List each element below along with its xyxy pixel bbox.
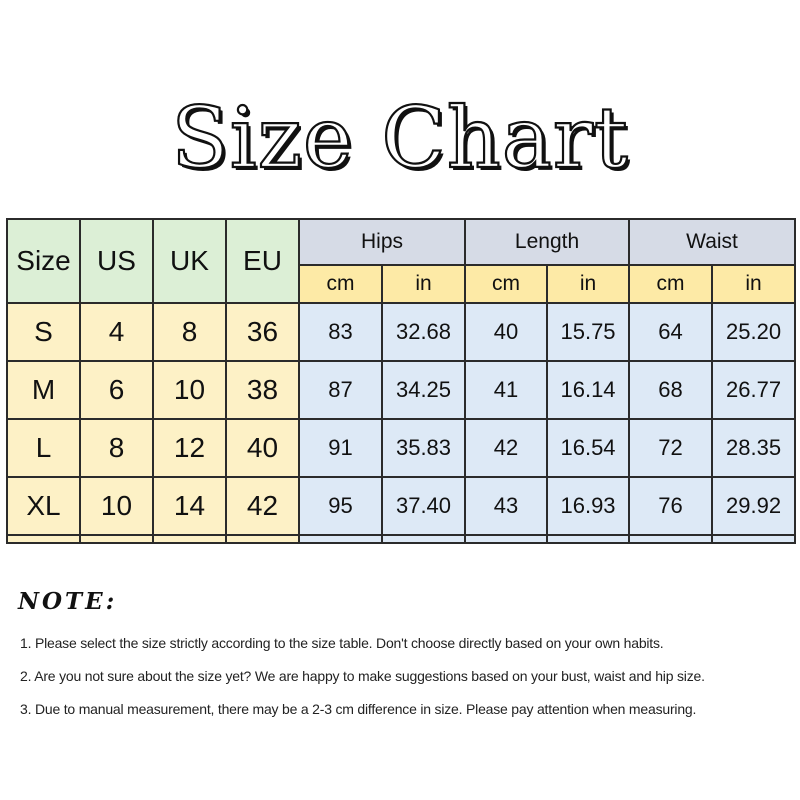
cell-eu: 38	[226, 361, 299, 419]
cell-length-cm: 40	[465, 303, 547, 361]
table-row-s	[7, 303, 795, 361]
unit-length-in: in	[547, 265, 629, 303]
cell-hips-cm: 95	[299, 477, 382, 535]
cell-waist-cm: 72	[629, 419, 712, 477]
cell-waist-in: 25.20	[712, 303, 795, 361]
cell-empty	[629, 535, 712, 543]
cell-length-cm: 42	[465, 419, 547, 477]
cell-size: L	[7, 419, 80, 477]
cell-length-cm: 41	[465, 361, 547, 419]
table-row-xl	[7, 477, 795, 535]
cell-hips-in: 32.68	[382, 303, 465, 361]
cell-empty	[80, 535, 153, 543]
cell-empty	[153, 535, 226, 543]
note-item-2: 2. Are you not sure about the size yet? We are happy to make suggestions based on your bust, waist and hip size.	[20, 668, 705, 684]
cell-empty	[712, 535, 795, 543]
header-hips: Hips	[299, 219, 465, 265]
unit-hips-in: in	[382, 265, 465, 303]
table-row-m	[7, 361, 795, 419]
cell-empty	[382, 535, 465, 543]
cell-us: 6	[80, 361, 153, 419]
unit-length-cm: cm	[465, 265, 547, 303]
unit-waist-in: in	[712, 265, 795, 303]
note-item-1: 1. Please select the size strictly according to the size table. Don't choose directly based on your own habits.	[20, 635, 664, 651]
unit-waist-cm: cm	[629, 265, 712, 303]
cell-hips-cm: 91	[299, 419, 382, 477]
cell-us: 10	[80, 477, 153, 535]
cell-length-in: 15.75	[547, 303, 629, 361]
page-title: Size Chart	[171, 89, 629, 187]
cell-waist-in: 26.77	[712, 361, 795, 419]
cell-size: S	[7, 303, 80, 361]
cell-us: 8	[80, 419, 153, 477]
cell-hips-in: 35.83	[382, 419, 465, 477]
cell-empty	[547, 535, 629, 543]
note-item-3: 3. Due to manual measurement, there may be a 2-3 cm difference in size. Please pay attention when measuring.	[20, 701, 697, 717]
cell-size: XL	[7, 477, 80, 535]
unit-hips-cm: cm	[299, 265, 382, 303]
cell-uk: 12	[153, 419, 226, 477]
table-row-cut-off	[7, 535, 795, 543]
cell-waist-in: 28.35	[712, 419, 795, 477]
header-eu: EU	[226, 219, 299, 303]
cell-hips-in: 34.25	[382, 361, 465, 419]
table-row-l	[7, 419, 795, 477]
cell-waist-cm: 64	[629, 303, 712, 361]
header-uk: UK	[153, 219, 226, 303]
cell-hips-cm: 83	[299, 303, 382, 361]
header-us: US	[80, 219, 153, 303]
cell-empty	[299, 535, 382, 543]
cell-empty	[7, 535, 80, 543]
cell-us: 4	[80, 303, 153, 361]
cell-waist-cm: 76	[629, 477, 712, 535]
cell-empty	[226, 535, 299, 543]
cell-empty	[465, 535, 547, 543]
cell-waist-in: 29.92	[712, 477, 795, 535]
cell-eu: 42	[226, 477, 299, 535]
header-length: Length	[465, 219, 629, 265]
size-table	[6, 218, 796, 544]
header-waist: Waist	[629, 219, 795, 265]
cell-length-in: 16.14	[547, 361, 629, 419]
note-heading: NOTE:	[18, 588, 118, 615]
cell-hips-in: 37.40	[382, 477, 465, 535]
cell-uk: 8	[153, 303, 226, 361]
cell-length-in: 16.54	[547, 419, 629, 477]
cell-eu: 40	[226, 419, 299, 477]
cell-uk: 14	[153, 477, 226, 535]
header-size: Size	[7, 219, 80, 303]
cell-uk: 10	[153, 361, 226, 419]
cell-size: M	[7, 361, 80, 419]
cell-length-cm: 43	[465, 477, 547, 535]
cell-eu: 36	[226, 303, 299, 361]
cell-hips-cm: 87	[299, 361, 382, 419]
cell-length-in: 16.93	[547, 477, 629, 535]
cell-waist-cm: 68	[629, 361, 712, 419]
